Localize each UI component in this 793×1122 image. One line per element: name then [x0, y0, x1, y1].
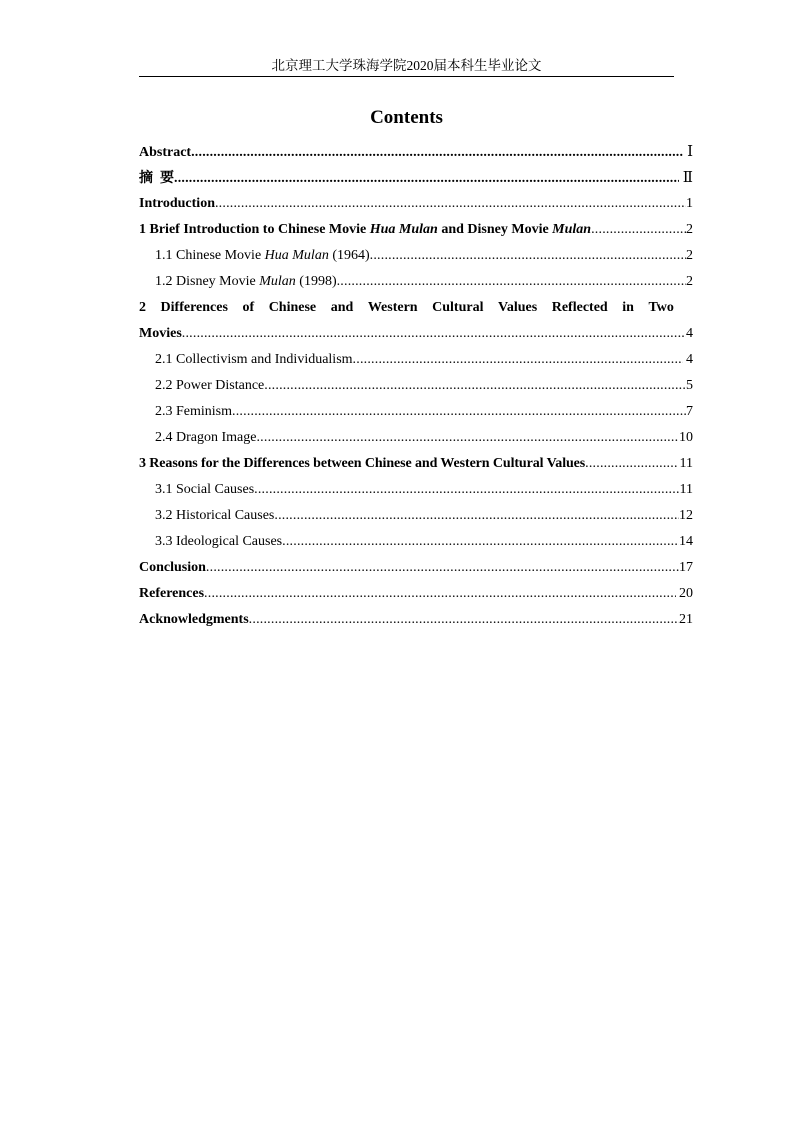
dot-leader [182, 321, 686, 347]
dot-leader [282, 529, 679, 555]
toc-entry-title [155, 243, 370, 269]
dot-leader [232, 399, 686, 425]
toc-entry-section-2-4[interactable] [139, 425, 693, 451]
toc-page-number: 21 [679, 612, 693, 627]
toc-entry-title [139, 217, 591, 243]
table-of-contents [139, 139, 693, 633]
toc-title-word: Chinese [268, 300, 317, 315]
header-divider [139, 76, 674, 77]
dot-leader [204, 581, 676, 607]
toc-entry-section-3-3[interactable] [139, 529, 693, 555]
dot-leader [337, 269, 686, 295]
toc-title-word: Western [367, 300, 418, 315]
toc-page-number: 10 [679, 430, 693, 445]
toc-page-number: 11 [679, 456, 693, 471]
toc-entry-section-3-2[interactable] [139, 503, 693, 529]
toc-title-part: (1998) [295, 274, 337, 289]
toc-page-number: 1 [686, 196, 693, 211]
toc-entry-title: 2.3 Feminism [155, 404, 233, 419]
toc-entry-chapter-3[interactable] [139, 451, 693, 477]
toc-entry-abstract[interactable] [139, 139, 693, 165]
toc-entry-title: 3.2 Historical Causes [155, 508, 275, 523]
dot-leader [256, 425, 679, 451]
toc-entry-title: References [139, 586, 205, 601]
toc-title-part: 1 Brief Introduction to Chinese Movie [139, 222, 370, 237]
dot-leader [585, 451, 676, 477]
toc-title-part: 1.1 Chinese Movie [155, 248, 265, 263]
toc-title-word: in [622, 300, 634, 315]
toc-title-word: 2 [139, 300, 146, 315]
toc-entry-title [155, 269, 337, 295]
toc-entry-title: Movies [139, 326, 182, 341]
toc-page-number: 5 [686, 378, 693, 393]
toc-page-number: 20 [679, 586, 693, 601]
dot-leader [206, 555, 679, 581]
dot-leader [353, 347, 683, 373]
toc-page-number: 2 [686, 248, 693, 263]
toc-entry-chapter-1[interactable] [139, 217, 693, 243]
toc-page-number: 17 [679, 560, 693, 575]
toc-title-part: 1.2 Disney Movie [155, 274, 260, 289]
toc-page-number: 2 [686, 222, 693, 237]
toc-title-word: of [242, 300, 255, 315]
toc-entry-acknowledgments[interactable] [139, 607, 693, 633]
toc-entry-section-3-1[interactable] [139, 477, 693, 503]
toc-entry-title: Introduction [139, 196, 215, 211]
toc-page-number: 12 [679, 508, 693, 523]
dot-leader [249, 607, 679, 633]
toc-entry-zhaiyao[interactable] [139, 165, 693, 191]
toc-page-number: Ⅱ [682, 170, 693, 186]
running-header: 北京理工大学珠海学院2020届本科生毕业论文 [271, 58, 542, 73]
toc-entry-title: 2.1 Collectivism and Individualism [155, 352, 353, 367]
toc-page-number: 4 [686, 352, 693, 367]
toc-page-number: 14 [679, 534, 693, 549]
toc-entry-section-2-3[interactable] [139, 399, 693, 425]
toc-entry-chapter-2-line-2[interactable] [139, 321, 693, 347]
page-title: Contents [370, 107, 443, 128]
toc-page-number: Ⅰ [687, 144, 693, 160]
toc-title-word: and [330, 300, 354, 315]
toc-page-number: 4 [686, 326, 693, 341]
toc-entry-introduction[interactable] [139, 191, 693, 217]
toc-entry-conclusion[interactable] [139, 555, 693, 581]
toc-entry-title: 3.1 Social Causes [155, 482, 255, 497]
toc-entry-title: 3.3 Ideological Causes [155, 534, 283, 549]
toc-page-number: 2 [686, 274, 693, 289]
toc-entry-chapter-2-line-1[interactable] [139, 295, 693, 321]
toc-title-italic: Mulan [259, 274, 296, 289]
toc-title-italic: Hua Mulan [369, 222, 438, 237]
toc-title-word: Cultural [432, 300, 484, 315]
toc-title-part: and Disney Movie [437, 222, 553, 237]
toc-entry-section-2-1[interactable] [139, 347, 693, 373]
toc-entry-title: 3 Reasons for the Differences between Chinese and Western Cultural Values [139, 456, 586, 471]
dot-leader [254, 477, 679, 503]
toc-entry-title: Abstract [139, 145, 192, 160]
toc-title-word: Two [648, 300, 674, 315]
dot-leader [370, 243, 686, 269]
dot-leader [215, 191, 686, 217]
toc-entry-section-1-1[interactable] [139, 243, 693, 269]
toc-page-number: 7 [686, 404, 693, 419]
toc-page-number: 11 [679, 482, 693, 497]
dot-leader [274, 503, 679, 529]
toc-entry-title: 2.2 Power Distance [155, 378, 265, 393]
toc-entry-references[interactable] [139, 581, 693, 607]
dot-leader [174, 166, 679, 192]
toc-entry-section-1-2[interactable] [139, 269, 693, 295]
toc-entry-section-2-2[interactable] [139, 373, 693, 399]
toc-entry-title: Conclusion [139, 560, 206, 575]
toc-title-word: Values [498, 300, 538, 315]
toc-entry-title: Acknowledgments [139, 612, 249, 627]
dot-leader [591, 217, 686, 243]
toc-title-italic: Mulan [552, 222, 592, 237]
toc-title-italic: Hua Mulan [264, 248, 329, 263]
toc-entry-title: 2.4 Dragon Image [155, 430, 257, 445]
dot-leader [191, 140, 683, 166]
toc-title-word: Reflected [551, 300, 608, 315]
toc-title-word: Differences [160, 300, 228, 315]
toc-title-part: (1964) [328, 248, 370, 263]
toc-entry-title-justified [139, 295, 674, 321]
toc-entry-title: 摘 要 [139, 171, 174, 186]
dot-leader [264, 373, 686, 399]
